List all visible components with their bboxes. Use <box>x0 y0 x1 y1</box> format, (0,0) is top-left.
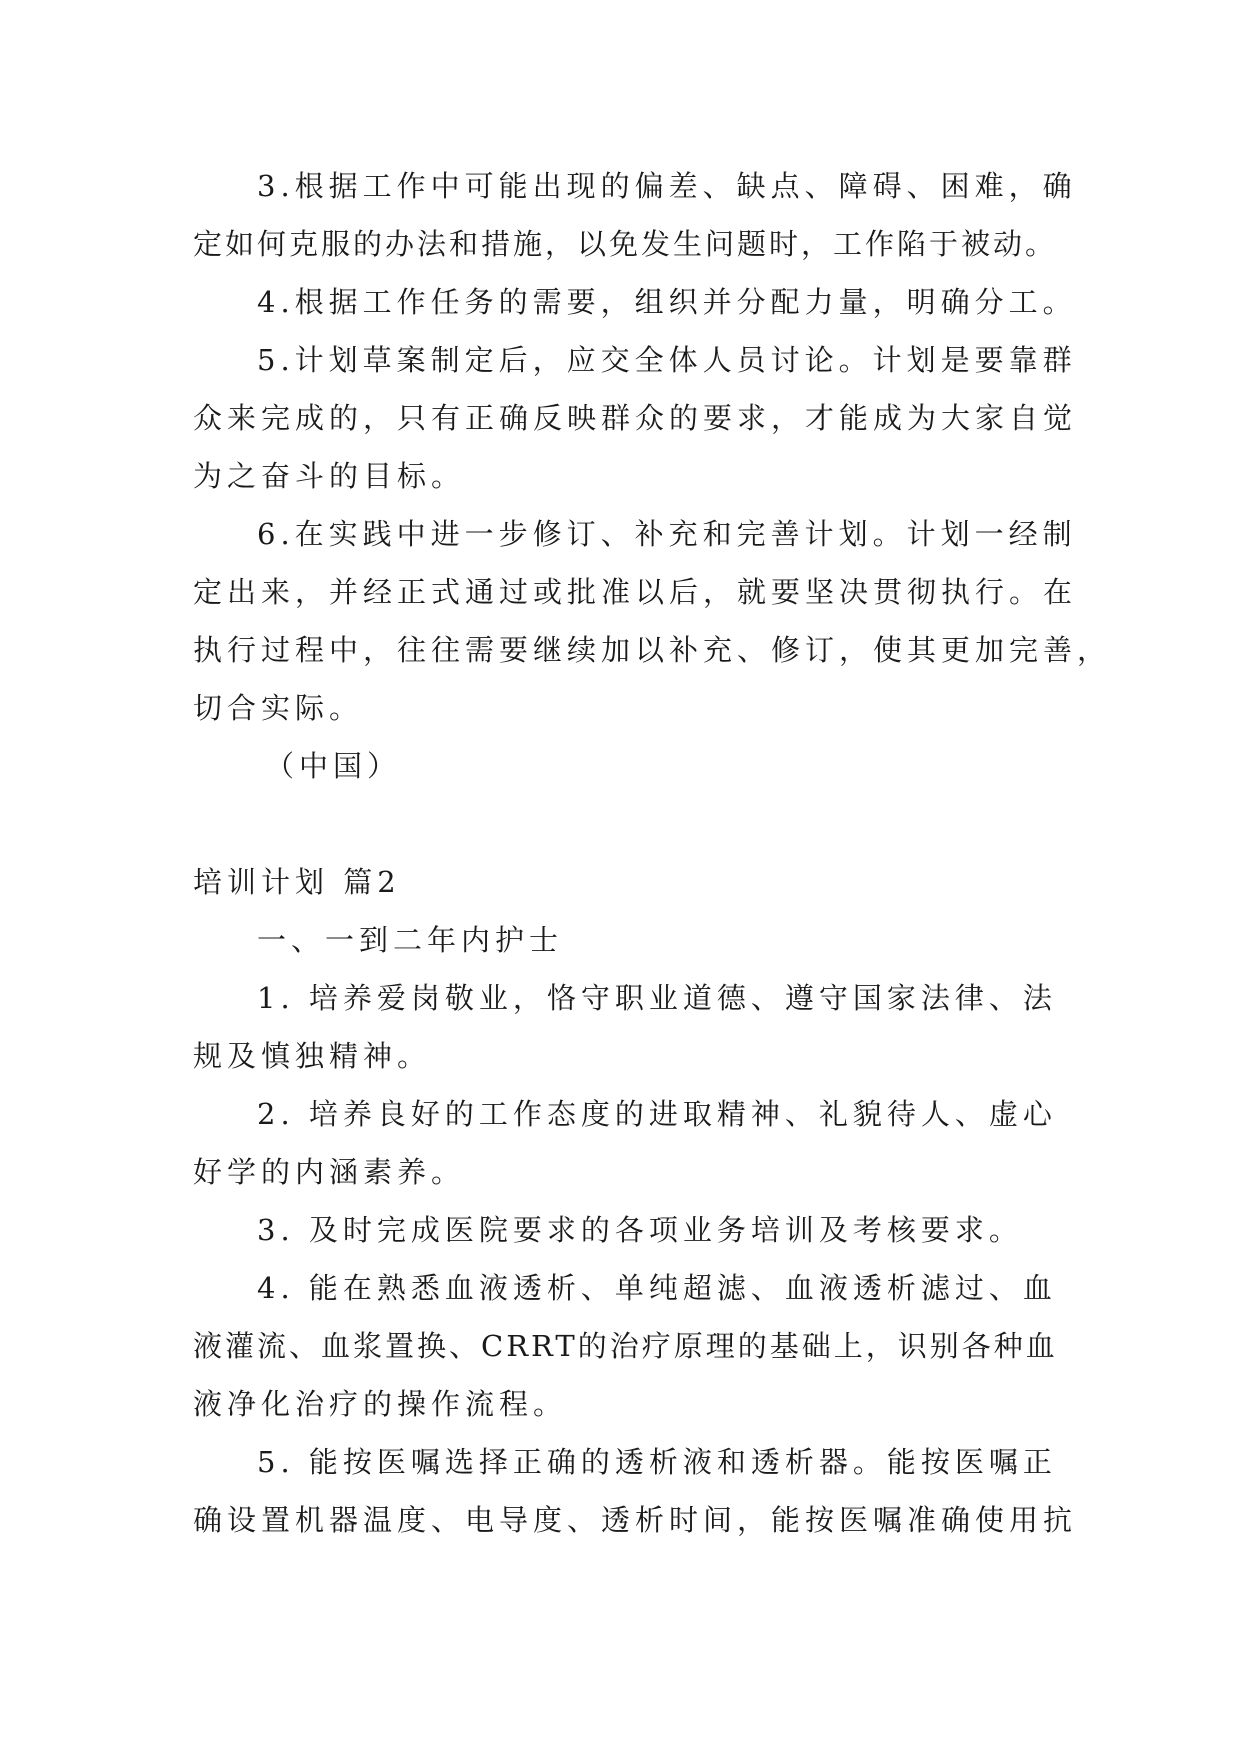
section-heading: 培训计划 篇2 <box>193 865 401 899</box>
text-line: 4. 能在熟悉血液透析、单纯超滤、血液透析滤过、血 <box>257 1271 1057 1305</box>
text-line: 液灌流、血浆置换、CRRT的治疗原理的基础上，识别各种血 <box>193 1329 1058 1363</box>
text-line: 4.根据工作任务的需要，组织并分配力量，明确分工。 <box>257 285 1077 319</box>
subsection-heading: 一、一到二年内护士 <box>257 923 564 957</box>
text-line: 3. 及时完成医院要求的各项业务培训及考核要求。 <box>257 1213 1023 1247</box>
text-line: 1. 培养爱岗敬业，恪守职业道德、遵守国家法律、法 <box>257 981 1057 1015</box>
source-note: （中国） <box>265 749 402 783</box>
text-line: 确设置机器温度、电导度、透析时间，能按医嘱准确使用抗 <box>193 1503 1078 1537</box>
text-line: 5.计划草案制定后，应交全体人员讨论。计划是要靠群 <box>257 343 1077 377</box>
text-line: 2. 培养良好的工作态度的进取精神、礼貌待人、虚心 <box>257 1097 1057 1131</box>
text-line: 3.根据工作中可能出现的偏差、缺点、障碍、困难，确 <box>257 169 1077 203</box>
text-line: 众来完成的，只有正确反映群众的要求，才能成为大家自觉 <box>193 401 1078 435</box>
text-line: 规及慎独精神。 <box>193 1039 432 1073</box>
text-line: 定如何克服的办法和措施，以免发生问题时，工作陷于被动。 <box>193 227 1058 261</box>
text-line: 好学的内涵素养。 <box>193 1155 466 1189</box>
text-line: 定出来，并经正式通过或批准以后，就要坚决贯彻执行。在 <box>193 575 1078 609</box>
text-line: 5. 能按医嘱选择正确的透析液和透析器。能按医嘱正 <box>257 1445 1057 1479</box>
text-line: 执行过程中，往往需要继续加以补充、修订，使其更加完善， <box>193 633 1112 667</box>
text-line: 6.在实践中进一步修订、补充和完善计划。计划一经制 <box>257 517 1077 551</box>
text-line: 液净化治疗的操作流程。 <box>193 1387 568 1421</box>
text-line: 切合实际。 <box>193 691 364 725</box>
text-line: 为之奋斗的目标。 <box>193 459 466 493</box>
